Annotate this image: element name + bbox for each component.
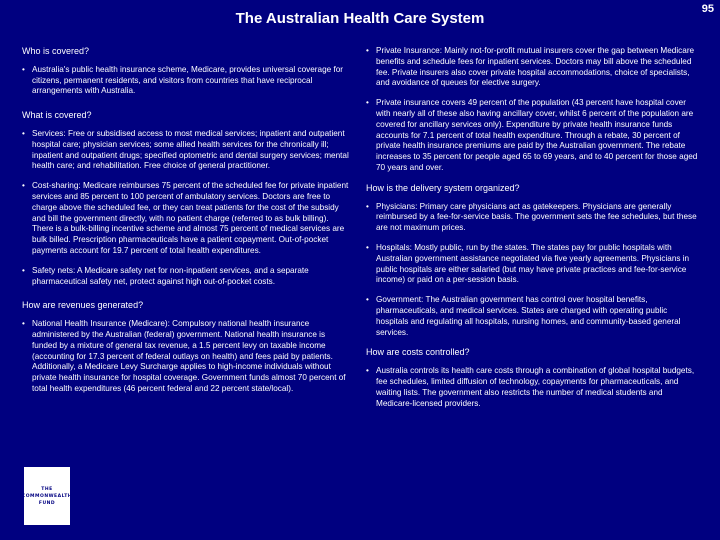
bullet-dot: • <box>366 295 369 305</box>
bullet-dot: • <box>22 64 25 74</box>
heading-who-covered: Who is covered? <box>22 46 90 56</box>
bullet-text: Private Insurance: Mainly not-for-profit mutual insurers cover the gap between Medicare benefits and schedule fees for inpatient services. Doctors may bill above the scheduled fee. Private insurers also cover private hospital accommodations, choice of specialists, and avoidance of queues for elective surgery. <box>376 46 695 88</box>
bullet-services <box>22 129 352 172</box>
page-title: The Australian Health Care System <box>235 10 485 27</box>
bullet-text: Australia controls its health care costs through a combination of global hospital budgets, fee schedules, limited diffusion of technology, copayments for pharmaceuticals, and waiting lists. The government also restricts the number of medical students and Medicare-licensed providers. <box>376 366 695 408</box>
heading-what-covered: What is covered? <box>22 110 92 121</box>
bullet-national-insurance <box>22 319 352 395</box>
bullet-text: Government: The Australian government has control over hospital benefits, pharmaceuticals, and medical services. States are charged with operating public hospitals and regulating all hospitals, nursing homes, and community-based general services. <box>376 295 681 337</box>
logo-line-1: THE <box>41 486 53 492</box>
bullet-text: National Health Insurance (Medicare): Compulsory national health insurance administered by the Australian (federal) government. National health insurance is funded by a mixture of general tax revenue, a 1.5 percent levy on taxable income (accounting for 17.3 percent of federal outlays on health) and fees paid by patients. Additionally, a Medicare Levy Surcharge applies to high-income individuals without private health insurance for hospital coverage. Government funds almost 70 percent of total health expenditures (46 percent federal and 22 percent state/local). <box>32 319 346 393</box>
bullet-cost-sharing <box>22 181 352 257</box>
bullet-dot: • <box>22 181 25 191</box>
commonwealth-fund-logo <box>21 467 73 525</box>
bullet-text: Hospitals: Mostly public, run by the states. The states pay for public hospitals with Australian government assistance negotiated via five yearly agreements. Physicians in public hospitals are either salaried (but may have private practices and fee-for-service income) or paid on a per-session basis. <box>376 242 690 285</box>
right-column <box>366 46 698 418</box>
bullet-dot: • <box>366 201 369 211</box>
logo-line-2: COMMONWEALTH <box>21 493 73 499</box>
bullet-text: Australia's public health insurance scheme, Medicare, provides universal coverage for citizens, permanent residents, and visitors from countries that have reciprocal arrangements with Australia. <box>32 64 344 96</box>
left-column <box>22 46 352 404</box>
bullet-text: Safety nets: A Medicare safety net for non-inpatient services, and a separate pharmaceutical safety net, protect against high out-of-pocket costs. <box>32 265 309 286</box>
bullet-physicians <box>366 202 698 234</box>
bullet-dot: • <box>22 319 25 329</box>
logo-line-3: FUND <box>38 500 56 506</box>
bullet-dot: • <box>366 366 369 376</box>
bullet-government <box>366 295 698 338</box>
bullet-dot: • <box>22 265 25 275</box>
page-number: 95 <box>701 3 714 15</box>
bullet-text: Services: Free or subsidised access to most medical services; inpatient and outpatient hospital care; physician services; some allied health services for the chronically ill; inpatient and outpatient drugs; specified optometric and dental surgery services; mental health care; and rehabilitation. Free choice of general practitioner. <box>32 128 349 171</box>
bullet-dot: • <box>366 46 369 55</box>
bullet-text: Cost-sharing: Medicare reimburses 75 percent of the scheduled fee for private inpatient services and 85 percent to 100 percent of ambulatory services. Doctors are free to charge above the scheduled fee, or they can treat patients for the cost of the subsidy and bill the government directly, with no patient charge (referred to as bulk billing). There is a bulk-billing incentive scheme and almost 75 percent of medical services are bulk billed. Prescription pharmaceuticals have a patient copayment. Out-of-pocket payments account for 19.7 percent of total health expenditures. <box>32 181 349 255</box>
bullet-text: Private insurance covers 49 percent of the population (43 percent have hospital cover with nearly all of these also having ancillary cover, whilst 6 percent of the population are covered for ancillary services only). Expenditure by private health insurance funds accounts for 7.1 percent of total health expenditure. Through a rebate, 30 percent of private health insurance premiums are paid by the Australian government. The rebate increases to 35 percent for people aged 65 to 69 years, and to 40 percent for those aged 70 years and over. <box>376 98 698 172</box>
bullet-private-insurance <box>366 46 698 89</box>
bullet-text: Physicians: Primary care physicians act as gatekeepers. Physicians are generally reimbursed by a fee-for-service basis. The government sets the fee schedules, but these are not maximum prices. <box>376 201 697 233</box>
bullet-dot: • <box>366 242 369 252</box>
bullet-dot: • <box>366 98 369 108</box>
heading-costs-controlled: How are costs controlled? <box>366 347 470 358</box>
heading-revenues: How are revenues generated? <box>22 300 144 311</box>
bullet-coverage <box>22 65 352 97</box>
bullet-hospitals <box>366 243 698 286</box>
heading-delivery-system: How is the delivery system organized? <box>366 182 520 193</box>
bullet-private-coverage <box>366 98 698 174</box>
bullet-cost-control <box>366 366 698 409</box>
bullet-dot: • <box>22 128 25 138</box>
bullet-safety-nets <box>22 266 352 288</box>
